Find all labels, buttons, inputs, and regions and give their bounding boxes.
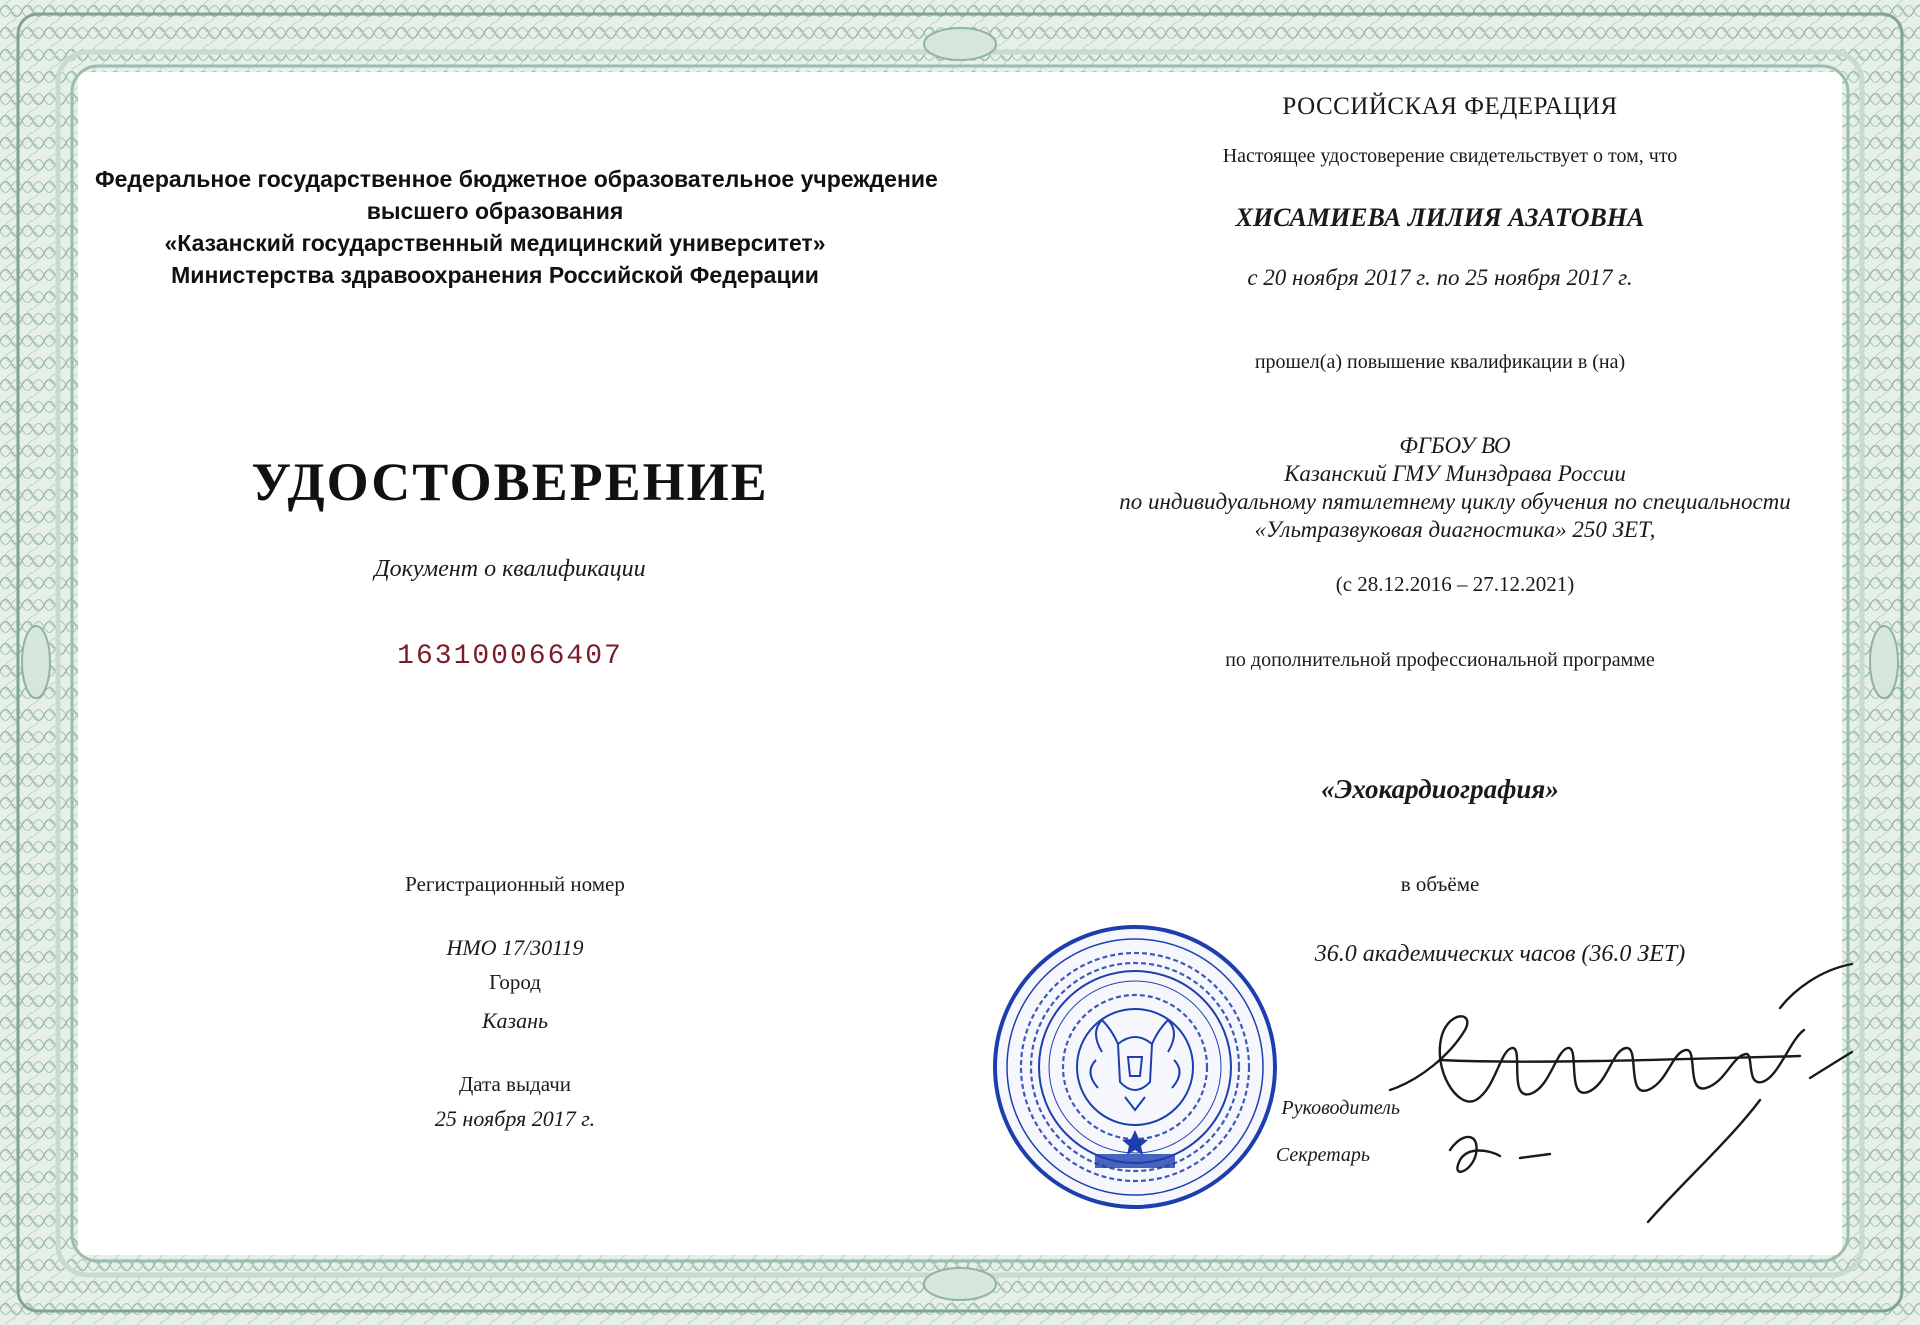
issue-date-label: Дата выдачи bbox=[458, 1072, 572, 1096]
institution-line: «Казанский государственный медицинский университет» bbox=[164, 230, 826, 256]
training-cycle: (с 28.12.2016 – 27.12.2021) bbox=[1335, 572, 1575, 596]
qualification-statement: прошел(а) повышение квалификации в (на) bbox=[1254, 351, 1626, 373]
city-label: Город bbox=[489, 970, 541, 994]
program-label: по дополнительной профессиональной программе bbox=[1225, 649, 1655, 671]
certificate-intro: Настоящее удостоверение свидетельствует о том, что bbox=[1222, 145, 1678, 167]
organization-line: ФГБОУ ВО bbox=[1399, 433, 1511, 458]
organization-line: «Ультразвуковая диагностика» 250 ЗЕТ, bbox=[1254, 517, 1656, 542]
training-period: с 20 ноября 2017 г. по 25 ноября 2017 г. bbox=[1247, 265, 1633, 290]
registration-number: НМО 17/30119 bbox=[446, 935, 584, 960]
country-name: РОССИЙСКАЯ ФЕДЕРАЦИЯ bbox=[1282, 93, 1618, 120]
institution-line: Министерства здравоохранения Российской Федерации bbox=[171, 262, 819, 288]
organization-line: по индивидуальному пятилетнему циклу обучения по специальности bbox=[1119, 489, 1791, 514]
document-title: УДОСТОВЕРЕНИЕ bbox=[251, 452, 769, 512]
training-volume: 36.0 академических часов (36.0 ЗЕТ) bbox=[1314, 941, 1686, 967]
volume-label: в объёме bbox=[1400, 872, 1480, 896]
institution-name bbox=[95, 163, 938, 291]
institution-line: Федеральное государственное бюджетное образовательное учреждение bbox=[95, 166, 938, 192]
serial-number: 163100066407 bbox=[397, 641, 623, 672]
head-label: Руководитель bbox=[1281, 1097, 1400, 1119]
holder-name: ХИСАМИЕВА ЛИЛИЯ АЗАТОВНА bbox=[1235, 203, 1645, 232]
issue-date: 25 ноября 2017 г. bbox=[434, 1106, 596, 1131]
institution-line: высшего образования bbox=[366, 198, 624, 224]
registration-label: Регистрационный номер bbox=[405, 872, 625, 896]
official-seal bbox=[990, 922, 1280, 1212]
organization-line: Казанский ГМУ Минздрава России bbox=[1284, 461, 1626, 486]
document-subtitle: Документ о квалификации bbox=[374, 556, 646, 582]
city-value: Казань bbox=[481, 1008, 549, 1033]
program-name: «Эхокардиография» bbox=[1321, 774, 1559, 804]
signature bbox=[1380, 960, 1860, 1230]
organization-block bbox=[1055, 432, 1855, 544]
secretary-label: Секретарь bbox=[1275, 1144, 1370, 1166]
